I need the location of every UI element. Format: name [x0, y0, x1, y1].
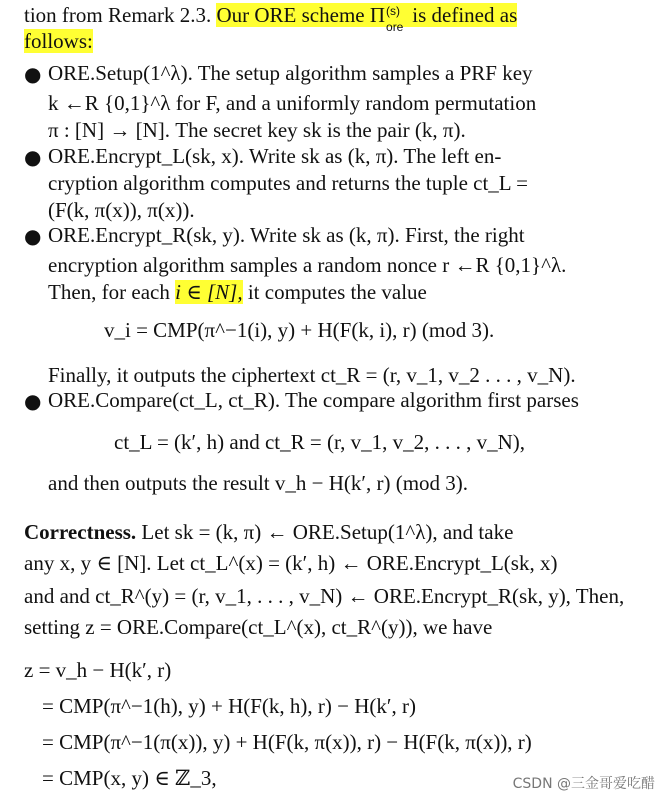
highlighted-follows: follows: [24, 29, 93, 53]
encrypt-right-equation: v_i = CMP(π^−1(i), y) + H(F(k, i), r) (mod 3). [104, 318, 495, 342]
correctness-line-4: setting z = ORE.Compare(ct_L^(x), ct_R^(y)), we have [24, 615, 493, 639]
compare-line-1: ORE.Compare(ct_L, ct_R). The compare algorithm first parses [48, 388, 579, 412]
compare-line-2: and then outputs the result v_h − H(k′, r) (mod 3). [48, 471, 469, 495]
encrypt-left-line-1: ORE.Encrypt_L(sk, x). Write sk as (k, π). The left en- [48, 144, 502, 168]
compare-equation: ct_L = (k′, h) and ct_R = (r, v_1, v_2, . . . , v_N), [114, 430, 526, 454]
encrypt-left-line-2: cryption algorithm computes and returns the tuple ct_L = [48, 171, 528, 195]
derivation-line-2: = CMP(π^−1(h), y) + H(F(k, h), r) − H(k′, r) [42, 694, 416, 718]
intro-line-2 [24, 28, 648, 54]
setup-line-2: k ←R {0,1}^λ for F, and a uniformly random permutation [48, 91, 537, 115]
correctness-line-3: and and ct_R^(y) = (r, v_1, . . . , v_N) ← ORE.Encrypt_R(sk, y), Then, [24, 584, 625, 608]
bullet-icon: ● [24, 62, 42, 86]
encrypt-right-line-4: Finally, it outputs the ciphertext ct_R = (r, v_1, v_2 . . . , v_N). [48, 363, 576, 387]
intro-text: tion from Remark 2.3. [24, 3, 212, 27]
encrypt-right-line-2: encryption algorithm samples a random nonce r ←R {0,1}^λ. [48, 253, 567, 277]
setup-line-1: ORE.Setup(1^λ). The setup algorithm samples a PRF key [48, 61, 533, 85]
highlighted-index: i ∈ [N], [175, 280, 243, 304]
setup-line-3: π : [N] → [N]. The secret key sk is the pair (k, π). [48, 118, 466, 142]
derivation-line-4: = CMP(x, y) ∈ ℤ_3, [42, 766, 217, 790]
highlighted-scheme-text: Our ORE scheme Π (s) ore is defined as [216, 3, 518, 34]
correctness-line-2: any x, y ∈ [N]. Let ct_L^(x) = (k′, h) ← ORE.Encrypt_L(sk, x) [24, 551, 558, 575]
derivation-line-3: = CMP(π^−1(π(x)), y) + H(F(k, π(x)), r) − H(F(k, π(x)), r) [42, 730, 532, 754]
encrypt-right-line-3: Then, for each i ∈ [N], it computes the value [48, 280, 427, 304]
derivation-line-1: z = v_h − H(k′, r) [24, 658, 172, 682]
intro-line-1 [24, 2, 648, 34]
correctness-heading: Correctness. [24, 520, 137, 544]
bullet-icon: ● [24, 145, 42, 169]
encrypt-left-line-3: (F(k, π(x)), π(x)). [48, 198, 195, 222]
bullet-icon: ● [24, 224, 42, 248]
bullet-icon: ● [24, 389, 42, 413]
encrypt-right-line-1: ORE.Encrypt_R(sk, y). Write sk as (k, π). First, the right [48, 223, 525, 247]
csdn-watermark: CSDN @三金哥爱吃醋 [512, 776, 655, 792]
correctness-line-1: Correctness. Let sk = (k, π) ← ORE.Setup(1^λ), and take [24, 520, 514, 544]
